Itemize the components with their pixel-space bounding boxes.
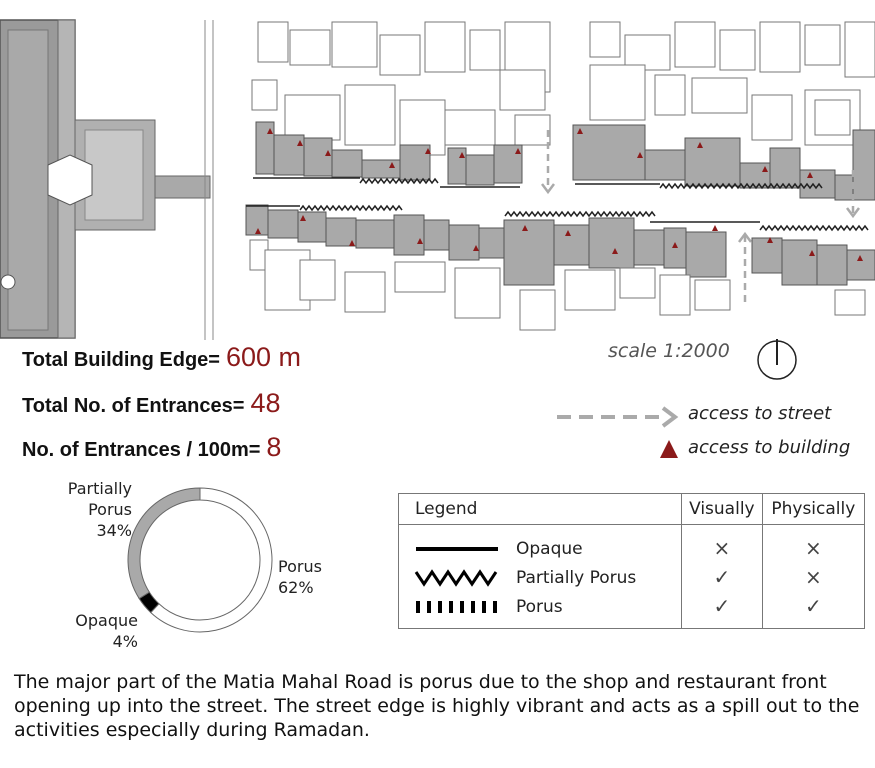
description-paragraph: The major part of the Matia Mahal Road is porus due to the shop and restaurant front opening up into the street. The street edge is highly vibrant and acts as a spill out to the activities especially during Ramadan. bbox=[14, 671, 860, 741]
check-icon: ✓ bbox=[804, 594, 822, 618]
stat-entrances-per-100m bbox=[22, 432, 281, 463]
stat-label: Total Building Edge= bbox=[22, 349, 220, 371]
slice-percent: 4% bbox=[112, 632, 138, 651]
stat-total-building-edge bbox=[22, 342, 301, 373]
legend-row-porus bbox=[414, 592, 680, 621]
access-to-building-label: access to building bbox=[688, 437, 851, 458]
upper-building-outlines bbox=[252, 22, 875, 155]
site-map bbox=[0, 0, 875, 340]
zigzag-line-icon bbox=[414, 567, 504, 589]
donut-label-opaque bbox=[60, 610, 138, 652]
cross-icon: × bbox=[713, 536, 731, 560]
stat-value: 48 bbox=[250, 388, 281, 418]
cross-icon: × bbox=[804, 536, 822, 560]
stat-total-entrances bbox=[22, 388, 281, 419]
dashed-ticks-icon bbox=[414, 596, 504, 618]
stat-value: 8 bbox=[266, 432, 282, 462]
stat-label: Total No. of Entrances= bbox=[22, 395, 245, 417]
cross-icon: × bbox=[804, 565, 822, 589]
visually-header: Visually bbox=[682, 494, 763, 525]
stat-value: 600 m bbox=[225, 342, 302, 372]
legend-row-partially-porus bbox=[414, 563, 680, 592]
slice-percent: 34% bbox=[96, 521, 132, 540]
access-to-street-label: access to street bbox=[688, 403, 832, 424]
donut-label-porus bbox=[278, 556, 322, 598]
check-icon: ✓ bbox=[713, 565, 731, 589]
scale-label: scale 1:2000 bbox=[608, 340, 730, 362]
stat-label: No. of Entrances / 100m= bbox=[22, 439, 261, 461]
donut-label-partially-porus bbox=[40, 478, 132, 541]
slice-name: Partially Porus bbox=[67, 479, 132, 519]
solid-line-icon bbox=[414, 538, 504, 560]
donut-slice-porus bbox=[151, 488, 272, 632]
legend-row-label: Opaque bbox=[516, 538, 583, 559]
donut-slice-partially-porus bbox=[128, 488, 200, 599]
physically-header: Physically bbox=[762, 494, 864, 525]
check-icon: ✓ bbox=[713, 594, 731, 618]
monument-block bbox=[0, 20, 210, 338]
slice-percent: 62% bbox=[278, 578, 314, 597]
legend-row-label: Partially Porus bbox=[516, 567, 637, 588]
porosity-legend-table bbox=[398, 493, 865, 629]
slice-name: Opaque bbox=[75, 611, 138, 630]
slice-name: Porus bbox=[278, 557, 322, 576]
access-to-street-arrow-icon bbox=[555, 405, 683, 429]
legend-row-opaque bbox=[414, 534, 680, 563]
lower-row-buildings bbox=[246, 205, 875, 285]
north-arrow-icon bbox=[756, 337, 798, 381]
legend-row-label: Porus bbox=[516, 596, 563, 617]
legend-header: Legend bbox=[399, 494, 682, 525]
access-to-building-triangle-icon bbox=[659, 439, 679, 459]
